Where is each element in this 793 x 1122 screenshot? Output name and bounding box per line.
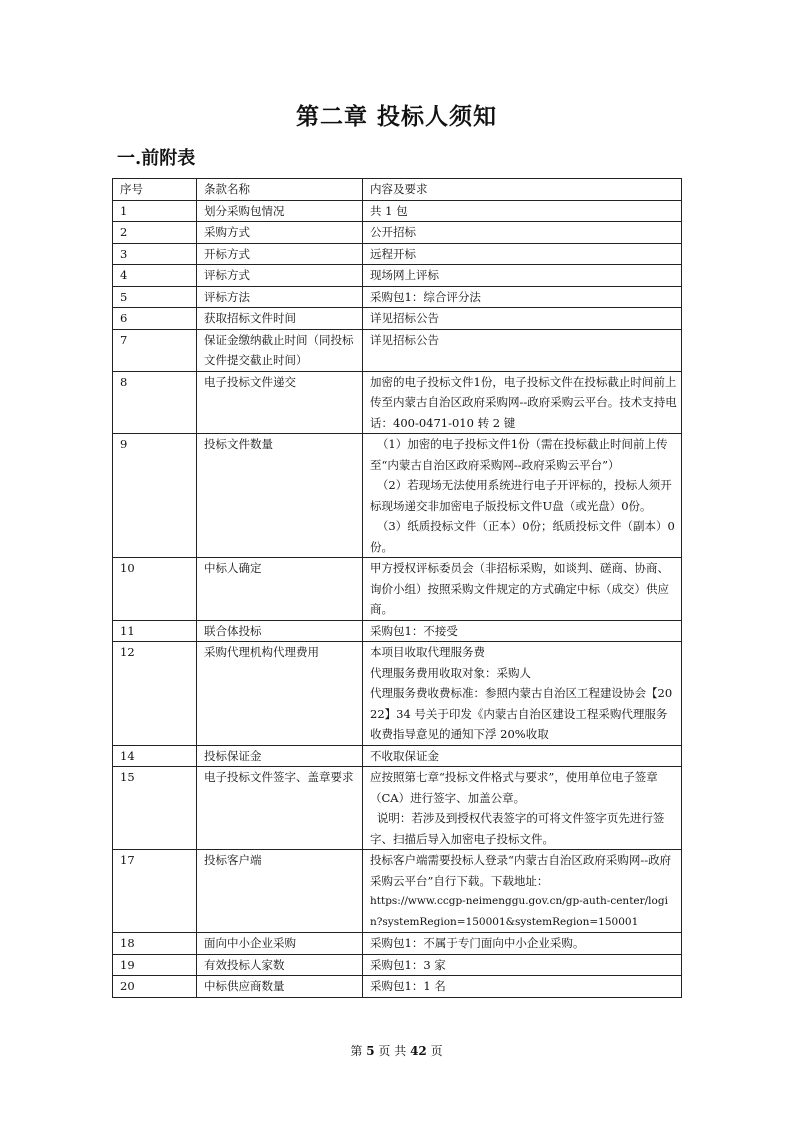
- requirement-cell: [363, 767, 682, 850]
- requirement-cell: [363, 286, 682, 308]
- requirement-cell: [363, 850, 682, 933]
- clause-name: 评标方法: [197, 286, 363, 308]
- clause-name: 获取招标文件时间: [197, 308, 363, 330]
- clause-name: 电子投标文件递交: [197, 371, 363, 434]
- requirement-cell: [363, 558, 682, 621]
- row-number: 2: [113, 222, 197, 244]
- page-footer: [0, 1042, 793, 1060]
- page-title: 第二章 投标人须知: [295, 103, 497, 130]
- requirement-text: 采购包1：综合评分法: [370, 289, 481, 304]
- header-name: 条款名称: [197, 179, 363, 201]
- row-number: 9: [113, 434, 197, 558]
- table-row: [113, 767, 682, 850]
- requirement-cell: [363, 329, 682, 371]
- footer-suffix: 页: [430, 1044, 443, 1058]
- row-number: 7: [113, 329, 197, 371]
- table-row: [113, 558, 682, 621]
- requirement-cell: [363, 265, 682, 287]
- clause-name: 保证金缴纳截止时间（同投标文件提交截止时间）: [197, 329, 363, 371]
- requirement-cell: [363, 642, 682, 746]
- clause-name: 中标人确定: [197, 558, 363, 621]
- row-number: 10: [113, 558, 197, 621]
- table-header-row: [113, 179, 682, 201]
- row-number: 3: [113, 243, 197, 265]
- requirement-text: 甲方授权评标委员会（非招标采购，如谈判、磋商、协商、询价小组）按照采购文件规定的方式确定中标（成交）供应商。: [370, 561, 669, 616]
- footer-prefix: 第: [350, 1044, 363, 1058]
- requirement-text: 投标客户端需要投标人登录“内蒙古自治区政府采购网--政府采购云平台”自行下载。下载地址：: [370, 853, 672, 888]
- requirement-cell: [363, 976, 682, 998]
- requirement-text: （1）加密的电子投标文件1份（需在投标截止时间前上传至“内蒙古自治区政府采购网--政府采购云平台”）: [370, 437, 668, 472]
- requirement-cell: [363, 745, 682, 767]
- clause-name: 投标客户端: [197, 850, 363, 933]
- requirement-text: 公开招标: [370, 225, 416, 239]
- requirement-cell: [363, 200, 682, 222]
- table-row: [113, 329, 682, 371]
- requirement-text: （2）若现场无法使用系统进行电子开评标的，投标人须开标现场递交非加密电子版投标文件U盘（或光盘）0份。: [370, 478, 672, 513]
- row-number: 5: [113, 286, 197, 308]
- requirement-text: 共 1 包: [370, 203, 408, 218]
- requirement-text: 远程开标: [370, 246, 416, 261]
- download-url[interactable]: https://www.ccgp-neimenggu.gov.cn/gp-auth-center/login?systemRegion=150001&systemRegion=150001: [370, 895, 668, 928]
- footer-total-pages: 42: [410, 1044, 427, 1058]
- requirement-text: 本项目收取代理服务费: [370, 645, 485, 659]
- table-row: [113, 222, 682, 244]
- requirement-text: 说明：若涉及到授权代表签字的可将文件签字页先进行签字、扫描后导入加密电子投标文件。: [370, 811, 665, 846]
- table-body: [113, 179, 682, 998]
- table-row: [113, 286, 682, 308]
- requirement-cell: [363, 434, 682, 558]
- clause-name: 面向中小企业采购: [197, 933, 363, 955]
- table-row: [113, 745, 682, 767]
- requirement-cell: [363, 620, 682, 642]
- row-number: 11: [113, 620, 197, 642]
- clause-name: 采购代理机构代理费用: [197, 642, 363, 746]
- requirement-text: 详见招标公告: [370, 311, 439, 325]
- requirement-text: 采购包1：1 名: [370, 979, 446, 993]
- requirement-text: 采购包1：不属于专门面向中小企业采购。: [370, 936, 585, 950]
- table-row: [113, 434, 682, 558]
- requirement-cell: [363, 371, 682, 434]
- requirement-cell: [363, 243, 682, 265]
- table-row: [113, 933, 682, 955]
- requirement-cell: [363, 933, 682, 955]
- requirement-text: 详见招标公告: [370, 332, 439, 347]
- requirement-text: 代理服务费用收取对象：采购人: [370, 665, 531, 680]
- table-row: [113, 850, 682, 933]
- clause-name: 评标方式: [197, 265, 363, 287]
- clause-name: 联合体投标: [197, 620, 363, 642]
- row-number: 19: [113, 954, 197, 976]
- table-row: [113, 243, 682, 265]
- front-table: [112, 178, 682, 998]
- row-number: 15: [113, 767, 197, 850]
- requirement-text: 加密的电子投标文件1份，电子投标文件在投标截止时间前上传至内蒙古自治区政府采购网--政府采购云平台。技术支持电话：400-0471-010 转 2 键: [370, 374, 677, 430]
- clause-name: 投标文件数量: [197, 434, 363, 558]
- row-number: 8: [113, 371, 197, 434]
- row-number: 17: [113, 850, 197, 933]
- requirement-cell: [363, 954, 682, 976]
- clause-name: 有效投标人家数: [197, 954, 363, 976]
- row-number: 6: [113, 308, 197, 330]
- header-content: 内容及要求: [363, 179, 682, 201]
- clause-name: 中标供应商数量: [197, 976, 363, 998]
- requirement-text: 不收取保证金: [370, 748, 439, 763]
- clause-name: 投标保证金: [197, 745, 363, 767]
- requirement-text: 现场网上评标: [370, 268, 439, 282]
- table-row: [113, 954, 682, 976]
- clause-name: 电子投标文件签字、盖章要求: [197, 767, 363, 850]
- row-number: 12: [113, 642, 197, 746]
- clause-name: 划分采购包情况: [197, 200, 363, 222]
- table-row: [113, 308, 682, 330]
- row-number: 20: [113, 976, 197, 998]
- requirement-text: 代理服务费收费标准：参照内蒙古自治区工程建设协会【2022】34 号关于印发《内蒙古自治区建设工程采购代理服务收费指导意见的通知下浮 20%收取: [370, 686, 673, 741]
- footer-page-number: 5: [366, 1044, 375, 1058]
- table-row: [113, 200, 682, 222]
- table-row: [113, 265, 682, 287]
- row-number: 1: [113, 200, 197, 222]
- table-row: [113, 371, 682, 434]
- row-number: 14: [113, 745, 197, 767]
- requirement-text: 应按照第七章“投标文件格式与要求”，使用单位电子签章（CA）进行签字、加盖公章。: [370, 770, 658, 805]
- requirement-text: （3）纸质投标文件（正本）0份；纸质投标文件（副本）0份。: [370, 519, 675, 554]
- footer-middle: 页 共: [378, 1044, 407, 1058]
- row-number: 18: [113, 933, 197, 955]
- requirement-cell: [363, 308, 682, 330]
- clause-name: 采购方式: [197, 222, 363, 244]
- table-row: [113, 976, 682, 998]
- requirement-text: 采购包1：不接受: [370, 623, 458, 638]
- requirement-cell: [363, 222, 682, 244]
- section-title: 一.前附表: [117, 148, 196, 169]
- header-no: 序号: [113, 179, 197, 201]
- requirement-text: 采购包1：3 家: [370, 957, 446, 972]
- row-number: 4: [113, 265, 197, 287]
- table-row: [113, 642, 682, 746]
- clause-name: 开标方式: [197, 243, 363, 265]
- table-row: [113, 620, 682, 642]
